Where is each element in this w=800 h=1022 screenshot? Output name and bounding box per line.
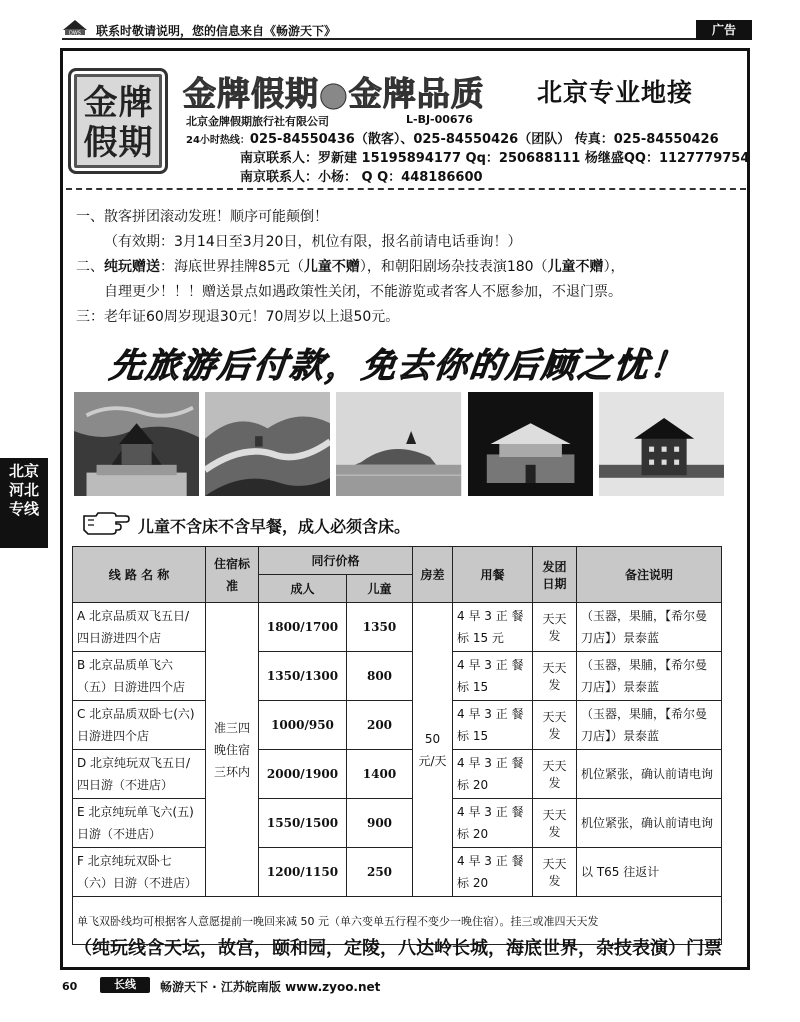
notice-text: ），和朝阳剧场杂技表演180（ <box>359 259 548 275</box>
table-row <box>73 701 722 750</box>
brand-slogan: 金牌假期●金牌品质 <box>183 74 485 113</box>
hotline <box>186 128 719 147</box>
footer-publication: 畅游天下 · 江苏皖南版 www.zyoo.net <box>160 980 381 994</box>
table-row <box>73 848 722 897</box>
child-price: 250 <box>347 848 413 897</box>
remark: 机位紧张，确认前请电询 <box>577 750 722 799</box>
logo-char: 假 <box>83 123 118 163</box>
ad-label: 广告 <box>696 20 752 40</box>
departure-date: 天天发 <box>533 701 577 750</box>
ticket-inclusion-banner: （纯玩线含天坛，故宫，颐和园，定陵，八达岭长城，海底世界，杂技表演）门票 <box>74 938 722 959</box>
table-footnote: 单飞双卧线均可根据客人意愿提前一晚回来减 50 元（单六变单五行程不变少一晚住宿）。挂三或准四天天发 <box>73 897 722 945</box>
meal-info: 4 早 3 正 餐标 15 <box>453 652 533 701</box>
hotline-numbers: 025-84550436（散客）、025-84550426（团队） 传真：025-84550426 <box>249 132 719 147</box>
price-table <box>72 546 722 945</box>
header-stay: 住宿标准 <box>206 547 259 603</box>
section-badge: 长线 <box>100 977 150 993</box>
notice-prefix: 二、 <box>76 259 104 275</box>
page-number: 60 <box>62 980 78 993</box>
meal-info: 4 早 3 正 餐标 20 <box>453 848 533 897</box>
notice-bold: 儿童不赠 <box>547 259 604 275</box>
child-price: 200 <box>347 701 413 750</box>
meal-info: 4 早 3 正 餐标 15 <box>453 701 533 750</box>
route-name: D 北京纯玩双飞五日/四日游（不进店） <box>73 750 206 799</box>
notice-line-5: 三：老年证60周岁现退30元！70周岁以上退50元。 <box>76 309 400 325</box>
dashed-divider <box>66 188 746 190</box>
remark: （玉器，果脯，【希尔曼刀店】）景泰蓝 <box>577 701 722 750</box>
side-tab-line: 河北 <box>8 481 39 499</box>
tiananmen-photo <box>468 392 593 496</box>
remark: （玉器，果脯，【希尔曼刀店】）景泰蓝 <box>577 652 722 701</box>
route-name: A 北京品质双飞五日/四日游进四个店 <box>73 603 206 652</box>
magazine-tagline: 联系时敬请说明，您的信息来自《畅游天下》 <box>96 24 337 38</box>
header-adult: 成人 <box>259 575 347 603</box>
notice-line-1: 一、散客拼团滚动发班！顺序可能颠倒！ <box>76 209 328 225</box>
notice-line-4: 自理更少！！！赠送景点如遇政策性关闭，不能游览或者客人不愿参加，不退门票。 <box>104 284 622 300</box>
route-name: B 北京品质单飞六（五）日游进四个店 <box>73 652 206 701</box>
notice-text: ：海底世界挂牌85元（ <box>160 259 304 275</box>
header-departure: 发团日期 <box>533 547 577 603</box>
header-divider <box>62 38 742 40</box>
header-remarks: 备注说明 <box>577 547 722 603</box>
departure-date: 天天发 <box>533 750 577 799</box>
meal-info: 4 早 3 正 餐标 20 <box>453 750 533 799</box>
adult-price: 1350/1300 <box>259 652 347 701</box>
table-row <box>73 799 722 848</box>
departure-date: 天天发 <box>533 652 577 701</box>
departure-date: 天天发 <box>533 799 577 848</box>
remark: （玉器，果脯，【希尔曼刀店】）景泰蓝 <box>577 603 722 652</box>
route-name: F 北京纯玩双卧七（六）日游（不进店） <box>73 848 206 897</box>
table-row <box>73 652 722 701</box>
adult-price: 1550/1500 <box>259 799 347 848</box>
hotline-label: 24小时热线： <box>186 135 250 146</box>
child-price: 800 <box>347 652 413 701</box>
logo-char: 牌 <box>118 83 153 123</box>
table-header-row <box>73 547 722 575</box>
contacts-line-2: 南京联系人：小杨： Q Q：448186600 <box>240 170 483 185</box>
contacts-line-1: 南京联系人：罗新建 15195894177 Qq：250688111 杨继盛QQ：1127779754 <box>240 151 750 166</box>
notice-bold: 儿童不赠 <box>303 259 360 275</box>
adult-price: 1200/1150 <box>259 848 347 897</box>
header-meal: 用餐 <box>453 547 533 603</box>
license-number: L-BJ-00676 <box>406 113 473 126</box>
side-tab-line: 北京 <box>8 462 39 480</box>
side-tab-line: 专线 <box>8 500 39 518</box>
adult-price: 2000/1900 <box>259 750 347 799</box>
photo-strip <box>74 392 724 496</box>
child-price: 900 <box>347 799 413 848</box>
temple-of-heaven-photo <box>74 392 199 496</box>
remark: 机位紧张，确认前请电询 <box>577 799 722 848</box>
logo-char: 金 <box>83 83 118 123</box>
top-header <box>0 0 800 40</box>
header-room-diff: 房差 <box>413 547 453 603</box>
great-wall-photo <box>205 392 330 496</box>
side-tab-beijing-hebei <box>0 458 48 548</box>
table-row <box>73 750 722 799</box>
departure-date: 天天发 <box>533 603 577 652</box>
summer-palace-photo <box>336 392 461 496</box>
notice-line-3 <box>76 256 625 276</box>
svg-text:DWS: DWS <box>69 30 81 36</box>
departure-date: 天天发 <box>533 848 577 897</box>
header-price-group: 同行价格 <box>259 547 413 575</box>
logo-char: 期 <box>118 123 153 163</box>
remark: 以 T65 往返计 <box>577 848 722 897</box>
promise-slogan: 先旅游后付款，免去你的后顾之忧！ <box>107 346 688 386</box>
header-child: 儿童 <box>347 575 413 603</box>
magazine-logo-icon <box>62 18 88 36</box>
route-name: C 北京品质双卧七(六)日游进四个店 <box>73 701 206 750</box>
room-diff: 50元/天 <box>413 603 453 897</box>
company-name: 北京金牌假期旅行社有限公司 <box>186 115 329 128</box>
table-row <box>73 603 722 652</box>
notice-text: ）， <box>603 259 625 275</box>
notice-line-2: （有效期：3月14日至3月20日，机位有限，报名前请电话垂询！） <box>104 234 522 250</box>
meal-info: 4 早 3 正 餐标 15 元 <box>453 603 533 652</box>
arrow-tower-photo <box>599 392 724 496</box>
child-policy-note: 儿童不含床不含早餐，成人必须含床。 <box>138 517 411 536</box>
header-route: 线 路 名 称 <box>73 547 206 603</box>
meal-info: 4 早 3 正 餐标 20 <box>453 799 533 848</box>
adult-price: 1800/1700 <box>259 603 347 652</box>
notice-bold: 纯玩赠送 <box>104 259 160 275</box>
child-price: 1350 <box>347 603 413 652</box>
brand-logo <box>68 68 168 174</box>
brand-slogan-sub: 北京专业地接 <box>537 78 694 107</box>
stay-standard: 准三四晚住宿三环内 <box>206 603 259 897</box>
child-price: 1400 <box>347 750 413 799</box>
route-name: E 北京纯玩单飞六(五)日游（不进店） <box>73 799 206 848</box>
adult-price: 1000/950 <box>259 701 347 750</box>
pointing-hand-icon <box>82 510 130 536</box>
